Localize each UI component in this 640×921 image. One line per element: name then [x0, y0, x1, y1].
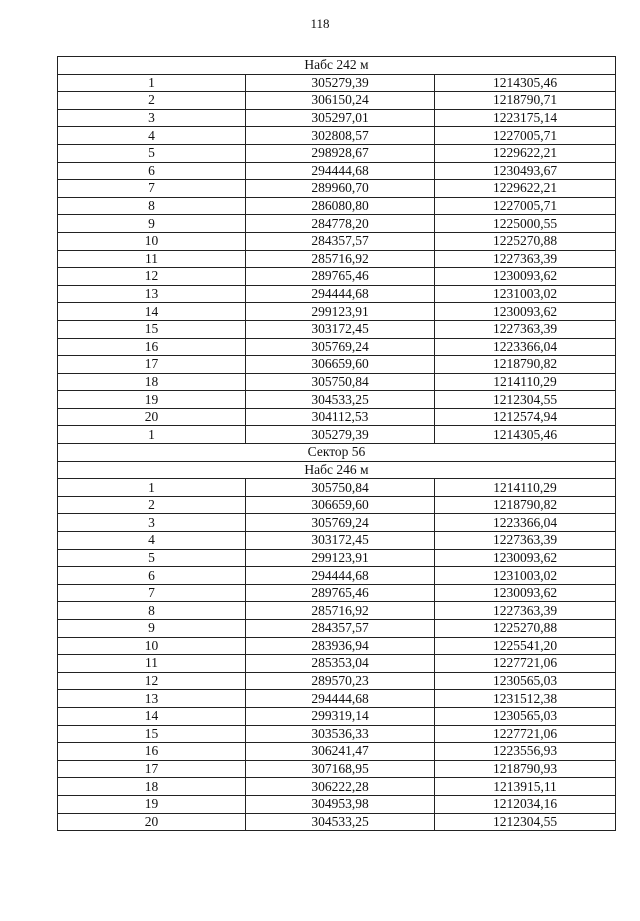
table-row: [58, 197, 616, 215]
table-row: [58, 92, 616, 110]
table-row: [58, 127, 616, 145]
point-number-cell: 14: [58, 707, 246, 725]
x-coordinate-cell: 286080,80: [246, 197, 435, 215]
point-number-cell: 7: [58, 180, 246, 198]
y-coordinate-cell: 1229622,21: [435, 144, 616, 162]
x-coordinate-cell: 303172,45: [246, 532, 435, 550]
point-number-cell: 1: [58, 74, 246, 92]
y-coordinate-cell: 1223366,04: [435, 514, 616, 532]
x-coordinate-cell: 283936,94: [246, 637, 435, 655]
point-number-cell: 14: [58, 303, 246, 321]
table-row: [58, 303, 616, 321]
y-coordinate-cell: 1218790,82: [435, 496, 616, 514]
y-coordinate-cell: 1230565,03: [435, 672, 616, 690]
y-coordinate-cell: 1214110,29: [435, 373, 616, 391]
table-row: [58, 496, 616, 514]
table-row: [58, 584, 616, 602]
x-coordinate-cell: 305279,39: [246, 74, 435, 92]
y-coordinate-cell: 1230093,62: [435, 549, 616, 567]
y-coordinate-cell: 1230093,62: [435, 268, 616, 286]
table-row: [58, 268, 616, 286]
y-coordinate-cell: 1231512,38: [435, 690, 616, 708]
point-number-cell: 1: [58, 426, 246, 444]
table-row: [58, 391, 616, 409]
point-number-cell: 16: [58, 743, 246, 761]
point-number-cell: 11: [58, 655, 246, 673]
x-coordinate-cell: 304533,25: [246, 391, 435, 409]
y-coordinate-cell: 1225541,20: [435, 637, 616, 655]
x-coordinate-cell: 303536,33: [246, 725, 435, 743]
table-row: [58, 356, 616, 374]
x-coordinate-cell: 305750,84: [246, 479, 435, 497]
point-number-cell: 4: [58, 127, 246, 145]
coordinates-table: [57, 56, 616, 831]
x-coordinate-cell: 289765,46: [246, 584, 435, 602]
table-row: [58, 320, 616, 338]
point-number-cell: 10: [58, 232, 246, 250]
point-number-cell: 7: [58, 584, 246, 602]
x-coordinate-cell: 294444,68: [246, 567, 435, 585]
section-title: Набс 246 м: [58, 461, 616, 479]
table-row: [58, 109, 616, 127]
y-coordinate-cell: 1213915,11: [435, 778, 616, 796]
section-header-row: [58, 57, 616, 75]
section-header-row: [58, 444, 616, 462]
point-number-cell: 4: [58, 532, 246, 550]
point-number-cell: 17: [58, 356, 246, 374]
y-coordinate-cell: 1225270,88: [435, 620, 616, 638]
x-coordinate-cell: 298928,67: [246, 144, 435, 162]
table-row: [58, 74, 616, 92]
table-row: [58, 655, 616, 673]
x-coordinate-cell: 302808,57: [246, 127, 435, 145]
y-coordinate-cell: 1227363,39: [435, 532, 616, 550]
y-coordinate-cell: 1212304,55: [435, 391, 616, 409]
point-number-cell: 20: [58, 408, 246, 426]
x-coordinate-cell: 289765,46: [246, 268, 435, 286]
table-row: [58, 602, 616, 620]
y-coordinate-cell: 1212574,94: [435, 408, 616, 426]
x-coordinate-cell: 304953,98: [246, 795, 435, 813]
x-coordinate-cell: 306241,47: [246, 743, 435, 761]
table-row: [58, 514, 616, 532]
y-coordinate-cell: 1223175,14: [435, 109, 616, 127]
point-number-cell: 18: [58, 778, 246, 796]
page-number: 118: [310, 16, 330, 31]
x-coordinate-cell: 305769,24: [246, 514, 435, 532]
table-row: [58, 408, 616, 426]
x-coordinate-cell: 294444,68: [246, 162, 435, 180]
y-coordinate-cell: 1214110,29: [435, 479, 616, 497]
x-coordinate-cell: 304533,25: [246, 813, 435, 831]
y-coordinate-cell: 1225000,55: [435, 215, 616, 233]
section-header-row: [58, 461, 616, 479]
table-row: [58, 707, 616, 725]
x-coordinate-cell: 305769,24: [246, 338, 435, 356]
x-coordinate-cell: 305297,01: [246, 109, 435, 127]
x-coordinate-cell: 285353,04: [246, 655, 435, 673]
point-number-cell: 19: [58, 795, 246, 813]
point-number-cell: 2: [58, 92, 246, 110]
point-number-cell: 9: [58, 215, 246, 233]
x-coordinate-cell: 284778,20: [246, 215, 435, 233]
y-coordinate-cell: 1227005,71: [435, 197, 616, 215]
point-number-cell: 3: [58, 109, 246, 127]
section-title: Набс 242 м: [58, 57, 616, 75]
x-coordinate-cell: 289570,23: [246, 672, 435, 690]
y-coordinate-cell: 1227363,39: [435, 320, 616, 338]
table-row: [58, 215, 616, 233]
point-number-cell: 8: [58, 602, 246, 620]
point-number-cell: 10: [58, 637, 246, 655]
table-row: [58, 426, 616, 444]
y-coordinate-cell: 1212304,55: [435, 813, 616, 831]
y-coordinate-cell: 1223366,04: [435, 338, 616, 356]
table-row: [58, 567, 616, 585]
x-coordinate-cell: 284357,57: [246, 620, 435, 638]
x-coordinate-cell: 304112,53: [246, 408, 435, 426]
y-coordinate-cell: 1214305,46: [435, 426, 616, 444]
point-number-cell: 13: [58, 690, 246, 708]
y-coordinate-cell: 1227721,06: [435, 725, 616, 743]
table-row: [58, 672, 616, 690]
point-number-cell: 3: [58, 514, 246, 532]
x-coordinate-cell: 306222,28: [246, 778, 435, 796]
x-coordinate-cell: 306659,60: [246, 496, 435, 514]
x-coordinate-cell: 305750,84: [246, 373, 435, 391]
y-coordinate-cell: 1229622,21: [435, 180, 616, 198]
point-number-cell: 18: [58, 373, 246, 391]
point-number-cell: 11: [58, 250, 246, 268]
point-number-cell: 20: [58, 813, 246, 831]
table-row: [58, 620, 616, 638]
point-number-cell: 6: [58, 162, 246, 180]
table-row: [58, 144, 616, 162]
y-coordinate-cell: 1231003,02: [435, 567, 616, 585]
x-coordinate-cell: 294444,68: [246, 690, 435, 708]
table-row: [58, 743, 616, 761]
point-number-cell: 1: [58, 479, 246, 497]
table-row: [58, 532, 616, 550]
table-row: [58, 760, 616, 778]
point-number-cell: 9: [58, 620, 246, 638]
y-coordinate-cell: 1214305,46: [435, 74, 616, 92]
table-row: [58, 690, 616, 708]
table-row: [58, 637, 616, 655]
table-row: [58, 250, 616, 268]
table-row: [58, 479, 616, 497]
table-row: [58, 162, 616, 180]
x-coordinate-cell: 306659,60: [246, 356, 435, 374]
y-coordinate-cell: 1230093,62: [435, 303, 616, 321]
table-row: [58, 232, 616, 250]
y-coordinate-cell: 1227721,06: [435, 655, 616, 673]
point-number-cell: 2: [58, 496, 246, 514]
point-number-cell: 17: [58, 760, 246, 778]
point-number-cell: 13: [58, 285, 246, 303]
point-number-cell: 12: [58, 268, 246, 286]
x-coordinate-cell: 307168,95: [246, 760, 435, 778]
y-coordinate-cell: 1227005,71: [435, 127, 616, 145]
table-row: [58, 725, 616, 743]
x-coordinate-cell: 299123,91: [246, 549, 435, 567]
point-number-cell: 15: [58, 725, 246, 743]
table-row: [58, 338, 616, 356]
y-coordinate-cell: 1218790,82: [435, 356, 616, 374]
table-row: [58, 778, 616, 796]
x-coordinate-cell: 285716,92: [246, 602, 435, 620]
y-coordinate-cell: 1227363,39: [435, 602, 616, 620]
table-row: [58, 549, 616, 567]
point-number-cell: 19: [58, 391, 246, 409]
point-number-cell: 8: [58, 197, 246, 215]
y-coordinate-cell: 1218790,71: [435, 92, 616, 110]
x-coordinate-cell: 306150,24: [246, 92, 435, 110]
y-coordinate-cell: 1212034,16: [435, 795, 616, 813]
y-coordinate-cell: 1227363,39: [435, 250, 616, 268]
point-number-cell: 15: [58, 320, 246, 338]
point-number-cell: 12: [58, 672, 246, 690]
y-coordinate-cell: 1231003,02: [435, 285, 616, 303]
y-coordinate-cell: 1218790,93: [435, 760, 616, 778]
section-title: Сектор 56: [58, 444, 616, 462]
table-row: [58, 285, 616, 303]
coordinates-table-body: [58, 57, 616, 831]
table-row: [58, 373, 616, 391]
table-row: [58, 813, 616, 831]
point-number-cell: 16: [58, 338, 246, 356]
x-coordinate-cell: 305279,39: [246, 426, 435, 444]
point-number-cell: 5: [58, 549, 246, 567]
x-coordinate-cell: 285716,92: [246, 250, 435, 268]
x-coordinate-cell: 299123,91: [246, 303, 435, 321]
point-number-cell: 5: [58, 144, 246, 162]
y-coordinate-cell: 1230093,62: [435, 584, 616, 602]
point-number-cell: 6: [58, 567, 246, 585]
y-coordinate-cell: 1223556,93: [435, 743, 616, 761]
x-coordinate-cell: 289960,70: [246, 180, 435, 198]
x-coordinate-cell: 299319,14: [246, 707, 435, 725]
y-coordinate-cell: 1225270,88: [435, 232, 616, 250]
x-coordinate-cell: 294444,68: [246, 285, 435, 303]
table-row: [58, 795, 616, 813]
y-coordinate-cell: 1230493,67: [435, 162, 616, 180]
x-coordinate-cell: 303172,45: [246, 320, 435, 338]
x-coordinate-cell: 284357,57: [246, 232, 435, 250]
y-coordinate-cell: 1230565,03: [435, 707, 616, 725]
table-row: [58, 180, 616, 198]
